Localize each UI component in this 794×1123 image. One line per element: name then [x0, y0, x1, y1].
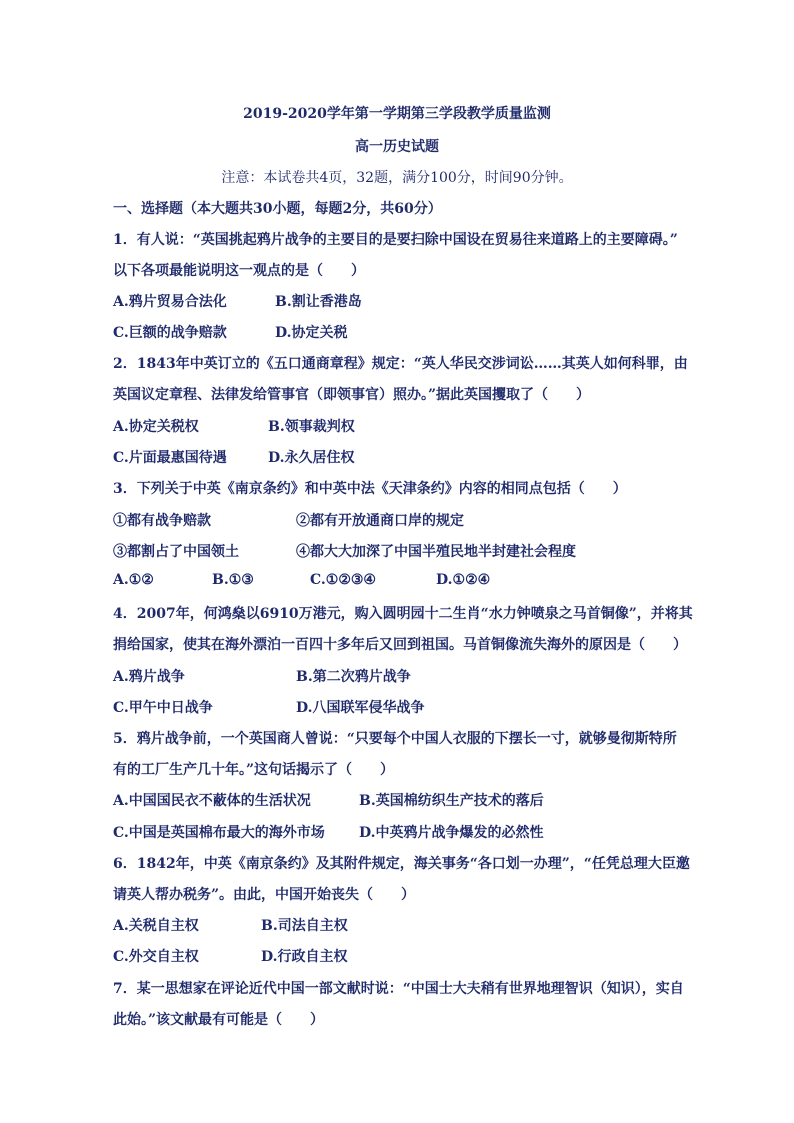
exam-title: 2019-2020学年第一学期第三学段教学质量监测 — [243, 106, 551, 122]
question-3-option-a: A.①② — [113, 572, 154, 588]
question-3-option-d: D.①②④ — [436, 572, 491, 588]
question-1-line-1: 1．有人说：“英国挑起鸦片战争的主要目的是要扫除中国设在贸易往来道路上的主要障碍。” — [113, 232, 678, 248]
question-4-option-b: B.第二次鸦片战争 — [296, 669, 411, 685]
question-2-option-d: D.永久居住权 — [268, 450, 355, 466]
question-4-line-2: 捐给国家，使其在海外漂泊一百四十多年后又回到祖国。马首铜像流失海外的原因是（ ） — [113, 637, 687, 653]
exam-subtitle: 高一历史试题 — [355, 139, 439, 155]
question-3-line-1: 3．下列关于中英《南京条约》和中英中法《天津条约》内容的相同点包括（ ） — [113, 481, 627, 497]
question-3-statement-4: ④都大大加深了中国半殖民地半封建社会程度 — [296, 544, 576, 560]
question-5-line-2: 有的工厂生产几十年。”这句话揭示了（ ） — [113, 762, 395, 778]
question-4-option-d: D.八国联军侵华战争 — [296, 700, 425, 716]
question-1-option-a: A.鸦片贸易合法化 — [113, 294, 227, 310]
question-5-option-c: C.中国是英国棉布最大的海外市场 — [113, 825, 325, 841]
question-6-option-b: B.司法自主权 — [261, 918, 348, 934]
question-5-option-d: D.中英鸦片战争爆发的必然性 — [359, 825, 544, 841]
question-2-line-2: 英国议定章程、法律发给管事官（即领事官）照办。”据此英国攫取了（ ） — [113, 387, 591, 403]
exam-note: 注意：本试卷共4页，32题，满分100分，时间90分钟。 — [221, 170, 573, 186]
question-2-line-1: 2．1843年中英订立的《五口通商章程》规定：“英人华民交涉词讼……其英人如何科罪，由 — [113, 356, 688, 372]
question-6-line-1: 6．1842年，中英《南京条约》及其附件规定，海关事务“各口划一办理”，“任凭总理大臣邀 — [113, 856, 690, 872]
question-6-option-a: A.关税自主权 — [113, 918, 199, 934]
question-1-option-d: D.协定关税 — [275, 325, 348, 341]
question-4-option-c: C.甲午中日战争 — [113, 700, 213, 716]
question-7-line-1: 7．某一思想家在评论近代中国一部文献时说：“中国士大夫稍有世界地理智识（知识），实自 — [113, 981, 684, 997]
question-3-statement-3: ③都割占了中国领土 — [113, 544, 239, 560]
question-1-option-b: B.割让香港岛 — [275, 294, 362, 310]
question-6-line-2: 请英人帮办税务”。由此，中国开始丧失（ ） — [113, 887, 416, 903]
question-4-line-1: 4．2007年，何鸿燊以6910万港元，购入圆明园十二生肖“水力钟喷泉之马首铜像”，并将其 — [113, 606, 693, 622]
question-5-option-a: A.中国国民衣不蔽体的生活状况 — [113, 793, 311, 809]
question-6-option-c: C.外交自主权 — [113, 949, 199, 965]
question-2-option-c: C.片面最惠国待遇 — [113, 450, 227, 466]
question-7-line-2: 此始。”该文献最有可能是（ ） — [113, 1012, 325, 1028]
question-6-option-d: D.行政自主权 — [261, 949, 348, 965]
question-2-option-b: B.领事裁判权 — [268, 419, 355, 435]
question-5-option-b: B.英国棉纺织生产技术的落后 — [359, 793, 544, 809]
question-3-statement-2: ②都有开放通商口岸的规定 — [296, 513, 464, 529]
question-4-option-a: A.鸦片战争 — [113, 669, 185, 685]
question-1-option-c: C.巨额的战争赔款 — [113, 325, 227, 341]
question-5-line-1: 5．鸦片战争前，一个英国商人曾说：“只要每个中国人衣服的下摆长一寸，就够曼彻斯特所 — [113, 731, 677, 747]
question-3-option-b: B.①③ — [212, 572, 254, 588]
question-2-option-a: A.协定关税权 — [113, 419, 199, 435]
question-3-option-c: C.①②③④ — [310, 572, 376, 588]
question-1-line-2: 以下各项最能说明这一观点的是（ ） — [113, 263, 365, 279]
question-3-statement-1: ①都有战争赔款 — [113, 513, 211, 529]
section-heading: 一、选择题（本大题共30小题，每题2分，共60分） — [113, 201, 442, 217]
